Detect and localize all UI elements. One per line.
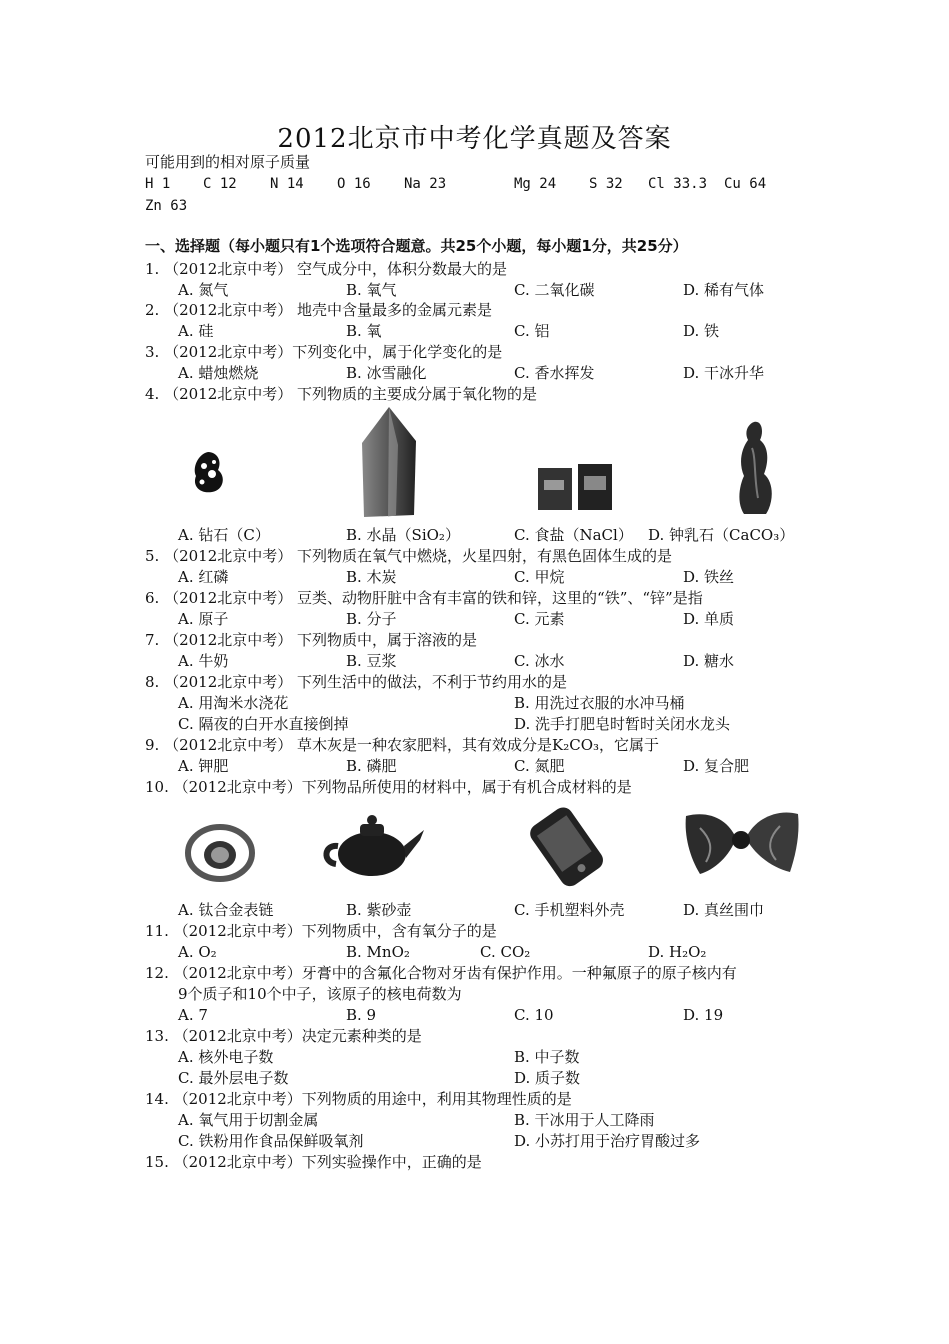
option-b: B. 用洗过衣服的水冲马桶 xyxy=(514,694,685,712)
option-c: C. 隔夜的白开水直接倒掉 xyxy=(178,715,349,733)
option-d: D. 小苏打用于治疗胃酸过多 xyxy=(514,1132,701,1150)
option-d: D. 真丝围巾 xyxy=(683,901,765,919)
option-d: D. 钟乳石（CaCO₃） xyxy=(648,526,795,544)
option-d: D. H₂O₂ xyxy=(648,943,707,961)
question-stem: 8. （2012北京中考） 下列生活中的做法，不利于节约用水的是 xyxy=(145,673,568,691)
question-stem: 7. （2012北京中考） 下列物质中，属于溶液的是 xyxy=(145,631,478,649)
atomic-mass-item: H 1 xyxy=(145,176,171,192)
page-title: 2012北京市中考化学真题及答案 xyxy=(277,124,672,154)
option-c: C. CO₂ xyxy=(480,943,531,961)
option-a: A. 牛奶 xyxy=(178,652,229,670)
question-stem: 3. （2012北京中考）下列变化中，属于化学变化的是 xyxy=(145,343,503,361)
option-d: D. 稀有气体 xyxy=(683,281,765,299)
atomic-mass-item: O 16 xyxy=(337,176,371,192)
option-a: A. 红磷 xyxy=(178,568,229,586)
option-a: A. 钛合金表链 xyxy=(178,901,274,919)
option-c: C. 甲烷 xyxy=(514,568,565,586)
option-b: B. 干冰用于人工降雨 xyxy=(514,1111,655,1129)
option-c: C. 最外层电子数 xyxy=(178,1069,289,1087)
question-stem: 13. （2012北京中考）决定元素种类的是 xyxy=(145,1027,422,1045)
option-b: B. 9 xyxy=(346,1006,377,1024)
question-stem: 4. （2012北京中考） 下列物质的主要成分属于氧化物的是 xyxy=(145,385,538,403)
option-d: D. 复合肥 xyxy=(683,757,750,775)
atomic-mass-item: N 14 xyxy=(270,176,304,192)
option-a: A. 核外电子数 xyxy=(178,1048,274,1066)
option-d: D. 质子数 xyxy=(514,1069,581,1087)
atomic-mass-item: Zn 63 xyxy=(145,198,188,214)
option-d: D. 洗手打肥皂时暂时关闭水龙头 xyxy=(514,715,731,733)
option-b: B. 磷肥 xyxy=(346,757,397,775)
option-b: B. 分子 xyxy=(346,610,397,628)
atomic-mass-item: Cu 64 xyxy=(724,176,767,192)
option-c: C. 氮肥 xyxy=(514,757,565,775)
stalactite-image xyxy=(734,418,778,518)
option-b: B. MnO₂ xyxy=(346,943,410,961)
diamond-image xyxy=(188,448,228,498)
option-a: A. 原子 xyxy=(178,610,229,628)
crystal-image xyxy=(358,405,420,523)
option-a: A. 氧气用于切割金属 xyxy=(178,1111,319,1129)
option-d: D. 铁 xyxy=(683,322,720,340)
option-c: C. 元素 xyxy=(514,610,565,628)
option-a: A. 氮气 xyxy=(178,281,229,299)
question-stem: 6. （2012北京中考） 豆类、动物肝脏中含有丰富的铁和锌，这里的“铁”、“锌”是指 xyxy=(145,589,703,607)
question-stem: 5. （2012北京中考） 下列物质在氧气中燃烧，火星四射，有黑色固体生成的是 xyxy=(145,547,673,565)
option-d: D. 糖水 xyxy=(683,652,735,670)
question-stem: 1. （2012北京中考） 空气成分中，体积分数最大的是 xyxy=(145,260,508,278)
atomic-mass-item: Na 23 xyxy=(404,176,447,192)
option-b: B. 紫砂壶 xyxy=(346,901,412,919)
question-stem: 11. （2012北京中考）下列物质中，含有氧分子的是 xyxy=(145,922,497,940)
option-b: B. 氧气 xyxy=(346,281,397,299)
section-heading: 一、选择题（每小题只有1个选项符合题意。共25个小题，每小题1分，共25分） xyxy=(145,237,688,255)
option-d: D. 19 xyxy=(683,1006,724,1024)
option-c: C. 手机塑料外壳 xyxy=(514,901,625,919)
option-c: C. 铝 xyxy=(514,322,550,340)
teapot-image xyxy=(320,810,426,882)
option-c: C. 香水挥发 xyxy=(514,364,595,382)
atomic-mass-heading: 可能用到的相对原子质量 xyxy=(145,153,311,171)
option-a: A. 钾肥 xyxy=(178,757,229,775)
option-c: C. 10 xyxy=(514,1006,554,1024)
question-stem: 10. （2012北京中考）下列物品所使用的材料中，属于有机合成材料的是 xyxy=(145,778,632,796)
atomic-mass-item: Cl 33.3 xyxy=(648,176,708,192)
question-stem: 14. （2012北京中考）下列物质的用途中，利用其物理性质的是 xyxy=(145,1090,572,1108)
option-b: B. 豆浆 xyxy=(346,652,397,670)
option-d: D. 干冰升华 xyxy=(683,364,765,382)
option-d: D. 铁丝 xyxy=(683,568,735,586)
option-d: D. 单质 xyxy=(683,610,735,628)
option-c: C. 食盐（NaCl） xyxy=(514,526,633,544)
option-a: A. O₂ xyxy=(178,943,217,961)
option-a: A. 硅 xyxy=(178,322,214,340)
salt-image xyxy=(536,462,616,514)
atomic-mass-item: S 32 xyxy=(589,176,623,192)
option-c: C. 二氧化碳 xyxy=(514,281,595,299)
option-c: C. 冰水 xyxy=(514,652,565,670)
option-b: B. 冰雪融化 xyxy=(346,364,427,382)
option-a: A. 蜡烛燃烧 xyxy=(178,364,259,382)
option-b: B. 木炭 xyxy=(346,568,397,586)
option-a: A. 用淘米水浇花 xyxy=(178,694,289,712)
option-a: A. 钻石（C） xyxy=(178,526,270,544)
option-b: B. 氧 xyxy=(346,322,382,340)
option-b: B. 中子数 xyxy=(514,1048,580,1066)
question-stem: 15. （2012北京中考）下列实验操作中，正确的是 xyxy=(145,1153,482,1171)
question-stem: 2. （2012北京中考） 地壳中含量最多的金属元素是 xyxy=(145,301,493,319)
question-stem: 9. （2012北京中考） 草木灰是一种农家肥料，其有效成分是K₂CO₃，它属于 xyxy=(145,736,660,754)
silk-scarf-image xyxy=(680,808,804,884)
atomic-mass-item: C 12 xyxy=(203,176,237,192)
option-c: C. 铁粉用作食品保鲜吸氧剂 xyxy=(178,1132,364,1150)
watch-image xyxy=(184,822,256,884)
question-stem: 12. （2012北京中考）牙膏中的含氟化合物对牙齿有保护作用。一种氟原子的原子核内有 xyxy=(145,964,737,982)
mobile-phone-image xyxy=(520,805,612,887)
atomic-mass-item: Mg 24 xyxy=(514,176,557,192)
question-stem-continued: 9个质子和10个中子，该原子的核电荷数为 xyxy=(178,985,462,1003)
option-b: B. 水晶（SiO₂） xyxy=(346,526,460,544)
option-a: A. 7 xyxy=(178,1006,208,1024)
